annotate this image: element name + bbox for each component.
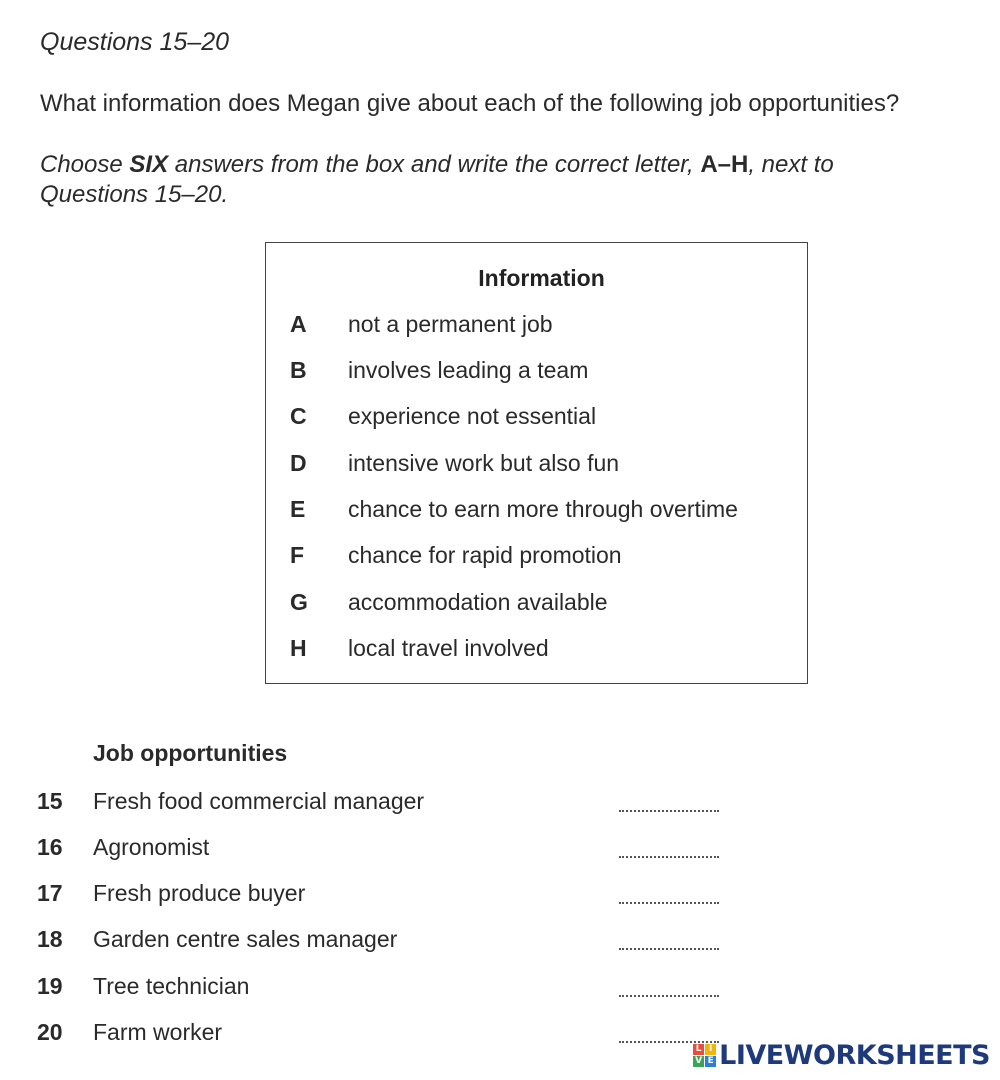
job-text: Fresh produce buyer: [93, 880, 306, 906]
jobs-title: Job opportunities: [93, 740, 288, 766]
info-letter: C: [290, 403, 307, 429]
job-text: Fresh food commercial manager: [93, 788, 425, 814]
job-number: 19: [37, 973, 63, 999]
info-text: not a permanent job: [348, 311, 553, 337]
liveworksheets-logo-icon: [693, 1044, 716, 1067]
job-number: 18: [37, 926, 63, 952]
info-text: involves leading a team: [348, 357, 589, 383]
info-text: accommodation available: [348, 589, 608, 615]
answer-blank[interactable]: [619, 995, 719, 997]
question-prompt: What information does Megan give about each of the following job opportunities?: [40, 90, 900, 117]
instructions-count: SIX: [129, 151, 169, 178]
instructions-line2: Questions 15–20.: [40, 181, 229, 208]
job-row: [37, 926, 737, 956]
info-letter: G: [290, 589, 308, 615]
info-text: chance for rapid promotion: [348, 542, 622, 568]
answer-blank[interactable]: [619, 948, 719, 950]
info-item: [290, 403, 596, 433]
info-letter: H: [290, 635, 307, 661]
answer-blank[interactable]: [619, 810, 719, 812]
info-text: local travel involved: [348, 635, 549, 661]
liveworksheets-logo[interactable]: [693, 1038, 990, 1072]
job-text: Farm worker: [93, 1019, 223, 1045]
info-item: [290, 635, 549, 665]
info-text: chance to earn more through overtime: [348, 496, 738, 522]
info-text: experience not essential: [348, 403, 597, 429]
instructions-part3: , next to: [748, 151, 834, 178]
job-row: [37, 973, 737, 1003]
logo-cell: V: [693, 1056, 704, 1067]
instructions-part2: answers from the box and write the correct letter,: [168, 151, 701, 178]
job-row: [37, 880, 737, 910]
info-item: [290, 357, 588, 387]
logo-cell: E: [705, 1056, 716, 1067]
logo-cell: L: [693, 1044, 704, 1055]
job-row: [37, 1019, 737, 1049]
info-letter: B: [290, 357, 307, 383]
job-number: 17: [37, 880, 63, 906]
info-item: [290, 589, 608, 619]
information-title: Information: [478, 265, 605, 291]
instructions: [40, 150, 940, 210]
job-text: Tree technician: [93, 973, 250, 999]
info-item: [290, 450, 619, 480]
information-box: [265, 242, 808, 684]
info-text: intensive work but also fun: [348, 450, 620, 476]
job-number: 20: [37, 1019, 63, 1045]
answer-blank[interactable]: [619, 856, 719, 858]
info-item: [290, 311, 553, 341]
job-number: 15: [37, 788, 63, 814]
info-letter: F: [290, 542, 305, 568]
info-item: [290, 542, 622, 572]
answer-blank[interactable]: [619, 902, 719, 904]
job-row: [37, 834, 737, 864]
info-letter: D: [290, 450, 307, 476]
instructions-part1: Choose: [40, 151, 130, 178]
job-text: Agronomist: [93, 834, 210, 860]
job-row: [37, 788, 737, 818]
liveworksheets-wordmark: LIVEWORKSHEETS: [719, 1039, 990, 1071]
info-item: [290, 496, 738, 526]
info-letter: A: [290, 311, 307, 337]
job-number: 16: [37, 834, 63, 860]
logo-cell: I: [705, 1044, 716, 1055]
job-text: Garden centre sales manager: [93, 926, 398, 952]
instructions-range: A–H: [700, 151, 749, 178]
questions-heading: Questions 15–20: [40, 28, 230, 56]
info-letter: E: [290, 496, 306, 522]
